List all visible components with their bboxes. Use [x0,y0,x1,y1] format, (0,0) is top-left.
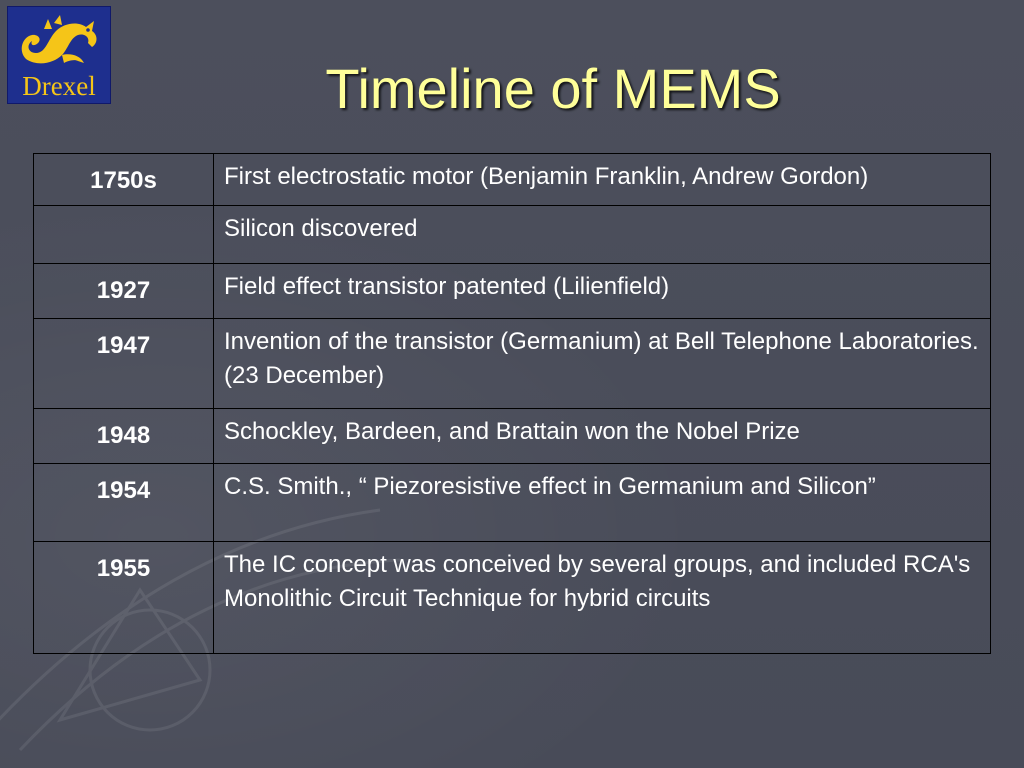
event-cell: Field effect transistor patented (Lilienfield) [214,264,991,319]
slide-title: Timeline of MEMS [325,57,781,120]
logo-text: Drexel [22,71,96,101]
year-cell: 1955 [34,542,214,654]
table-row [34,409,991,464]
year-cell: 1954 [34,464,214,542]
event-cell: First electrostatic motor (Benjamin Franklin, Andrew Gordon) [214,154,991,206]
year-cell: 1927 [34,264,214,319]
timeline-table [33,153,991,654]
year-cell [34,206,214,264]
event-cell: Schockley, Bardeen, and Brattain won the Nobel Prize [214,409,991,464]
year-cell: 1750s [34,154,214,206]
event-cell: The IC concept was conceived by several groups, and included RCA's Monolithic Circuit Technique for hybrid circuits [214,542,991,654]
year-cell: 1947 [34,319,214,409]
table-row [34,206,991,264]
event-cell: Invention of the transistor (Germanium) at Bell Telephone Laboratories. (23 December) [214,319,991,409]
table-row [34,319,991,409]
table-row [34,264,991,319]
table-row [34,464,991,542]
event-cell: Silicon discovered [214,206,991,264]
table-row [34,542,991,654]
table-row [34,154,991,206]
event-cell: C.S. Smith., “ Piezoresistive effect in Germanium and Silicon” [214,464,991,542]
year-cell: 1948 [34,409,214,464]
